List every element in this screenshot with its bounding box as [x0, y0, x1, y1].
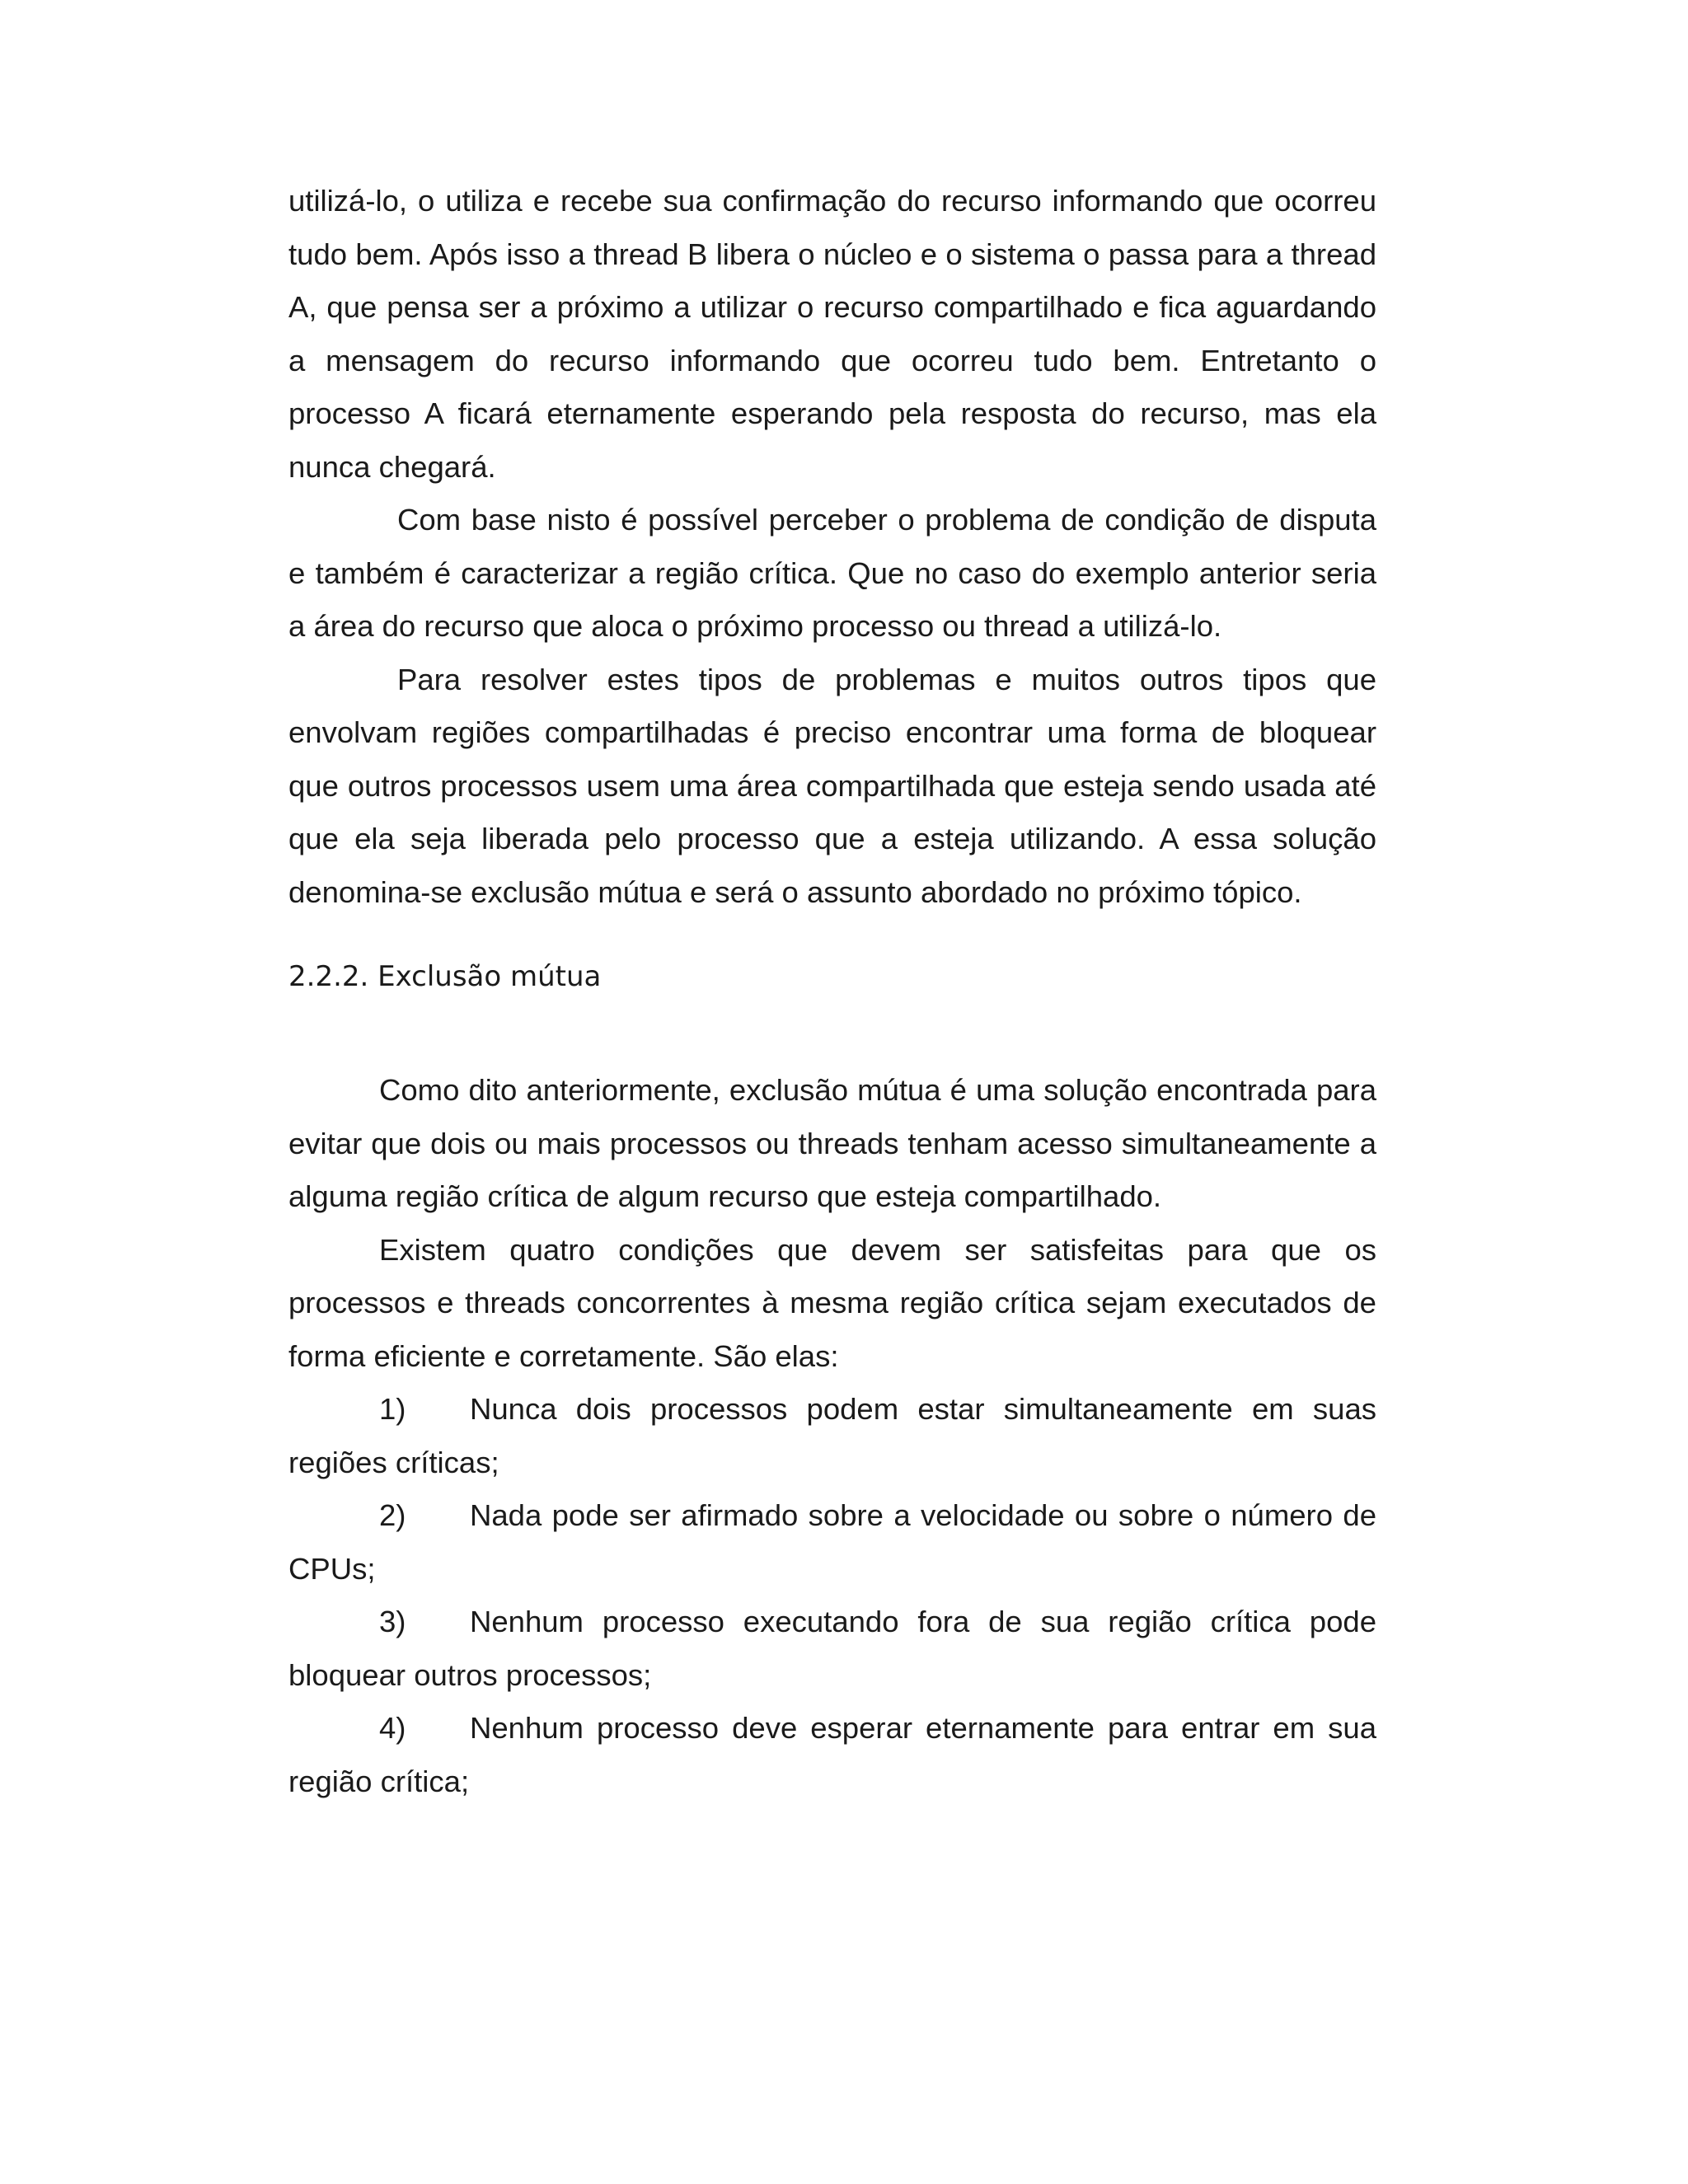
list-item-number: 3) — [379, 1605, 406, 1638]
list-item-number: 1) — [379, 1392, 406, 1426]
conditions-list — [288, 1383, 1376, 1808]
list-item-number: 2) — [379, 1498, 406, 1532]
paragraph-solution-intro: Para resolver estes tipos de problemas e muitos outros tipos que envolvam regiões compartilhadas é preciso encontrar uma forma de bloquear que outros processos usem uma área compartilhada que esteja sendo usada até que ela seja liberada pelo processo que a esteja utilizando. A essa solução denomina-se exclusão mútua e será o assunto abordado no próximo tópico. — [288, 662, 1376, 909]
list-item-text: Nunca dois processos podem estar simultaneamente em suas regiões críticas; — [288, 1392, 1376, 1479]
list-item — [288, 1596, 1376, 1702]
paragraph-continuation: utilizá-lo, o utiliza e recebe sua confirmação do recurso informando que ocorreu tudo bem. Após isso a thread B libera o núcleo e o sistema o passa para a thread A, que pensa ser a próximo a utilizar o recurso compartilhado e fica aguardando a mensagem do recurso informando que ocorreu tudo bem. Entretanto o processo A ficará eternamente esperando pela resposta do recurso, mas ela nunca chegará. — [288, 184, 1376, 484]
list-item-number: 4) — [379, 1711, 406, 1745]
paragraph-race-condition: Com base nisto é possível perceber o problema de condição de disputa e também é caracterizar a região crítica. Que no caso do exemplo anterior seria a área do recurso que aloca o próximo processo ou thread a utilizá-lo. — [288, 503, 1376, 643]
document-page — [288, 175, 1376, 1808]
list-item-text: Nenhum processo deve esperar eternamente para entrar em sua região crítica; — [288, 1711, 1376, 1798]
list-item — [288, 1383, 1376, 1489]
list-item — [288, 1702, 1376, 1808]
list-item — [288, 1489, 1376, 1596]
section-heading: 2.2.2. Exclusão mútua — [288, 960, 602, 993]
paragraph-mutual-exclusion-definition: Como dito anteriormente, exclusão mútua é uma solução encontrada para evitar que dois ou mais processos ou threads tenham acesso simultaneamente a alguma região crítica de algum recurso que esteja compartilhado. — [288, 1073, 1376, 1213]
paragraph-conditions-intro: Existem quatro condições que devem ser satisfeitas para que os processos e threads concorrentes à mesma região crítica sejam executados de forma eficiente e corretamente. São elas: — [288, 1232, 1376, 1373]
list-item-text: Nenhum processo executando fora de sua região crítica pode bloquear outros processos; — [288, 1605, 1376, 1692]
list-item-text: Nada pode ser afirmado sobre a velocidade ou sobre o número de CPUs; — [288, 1498, 1376, 1586]
